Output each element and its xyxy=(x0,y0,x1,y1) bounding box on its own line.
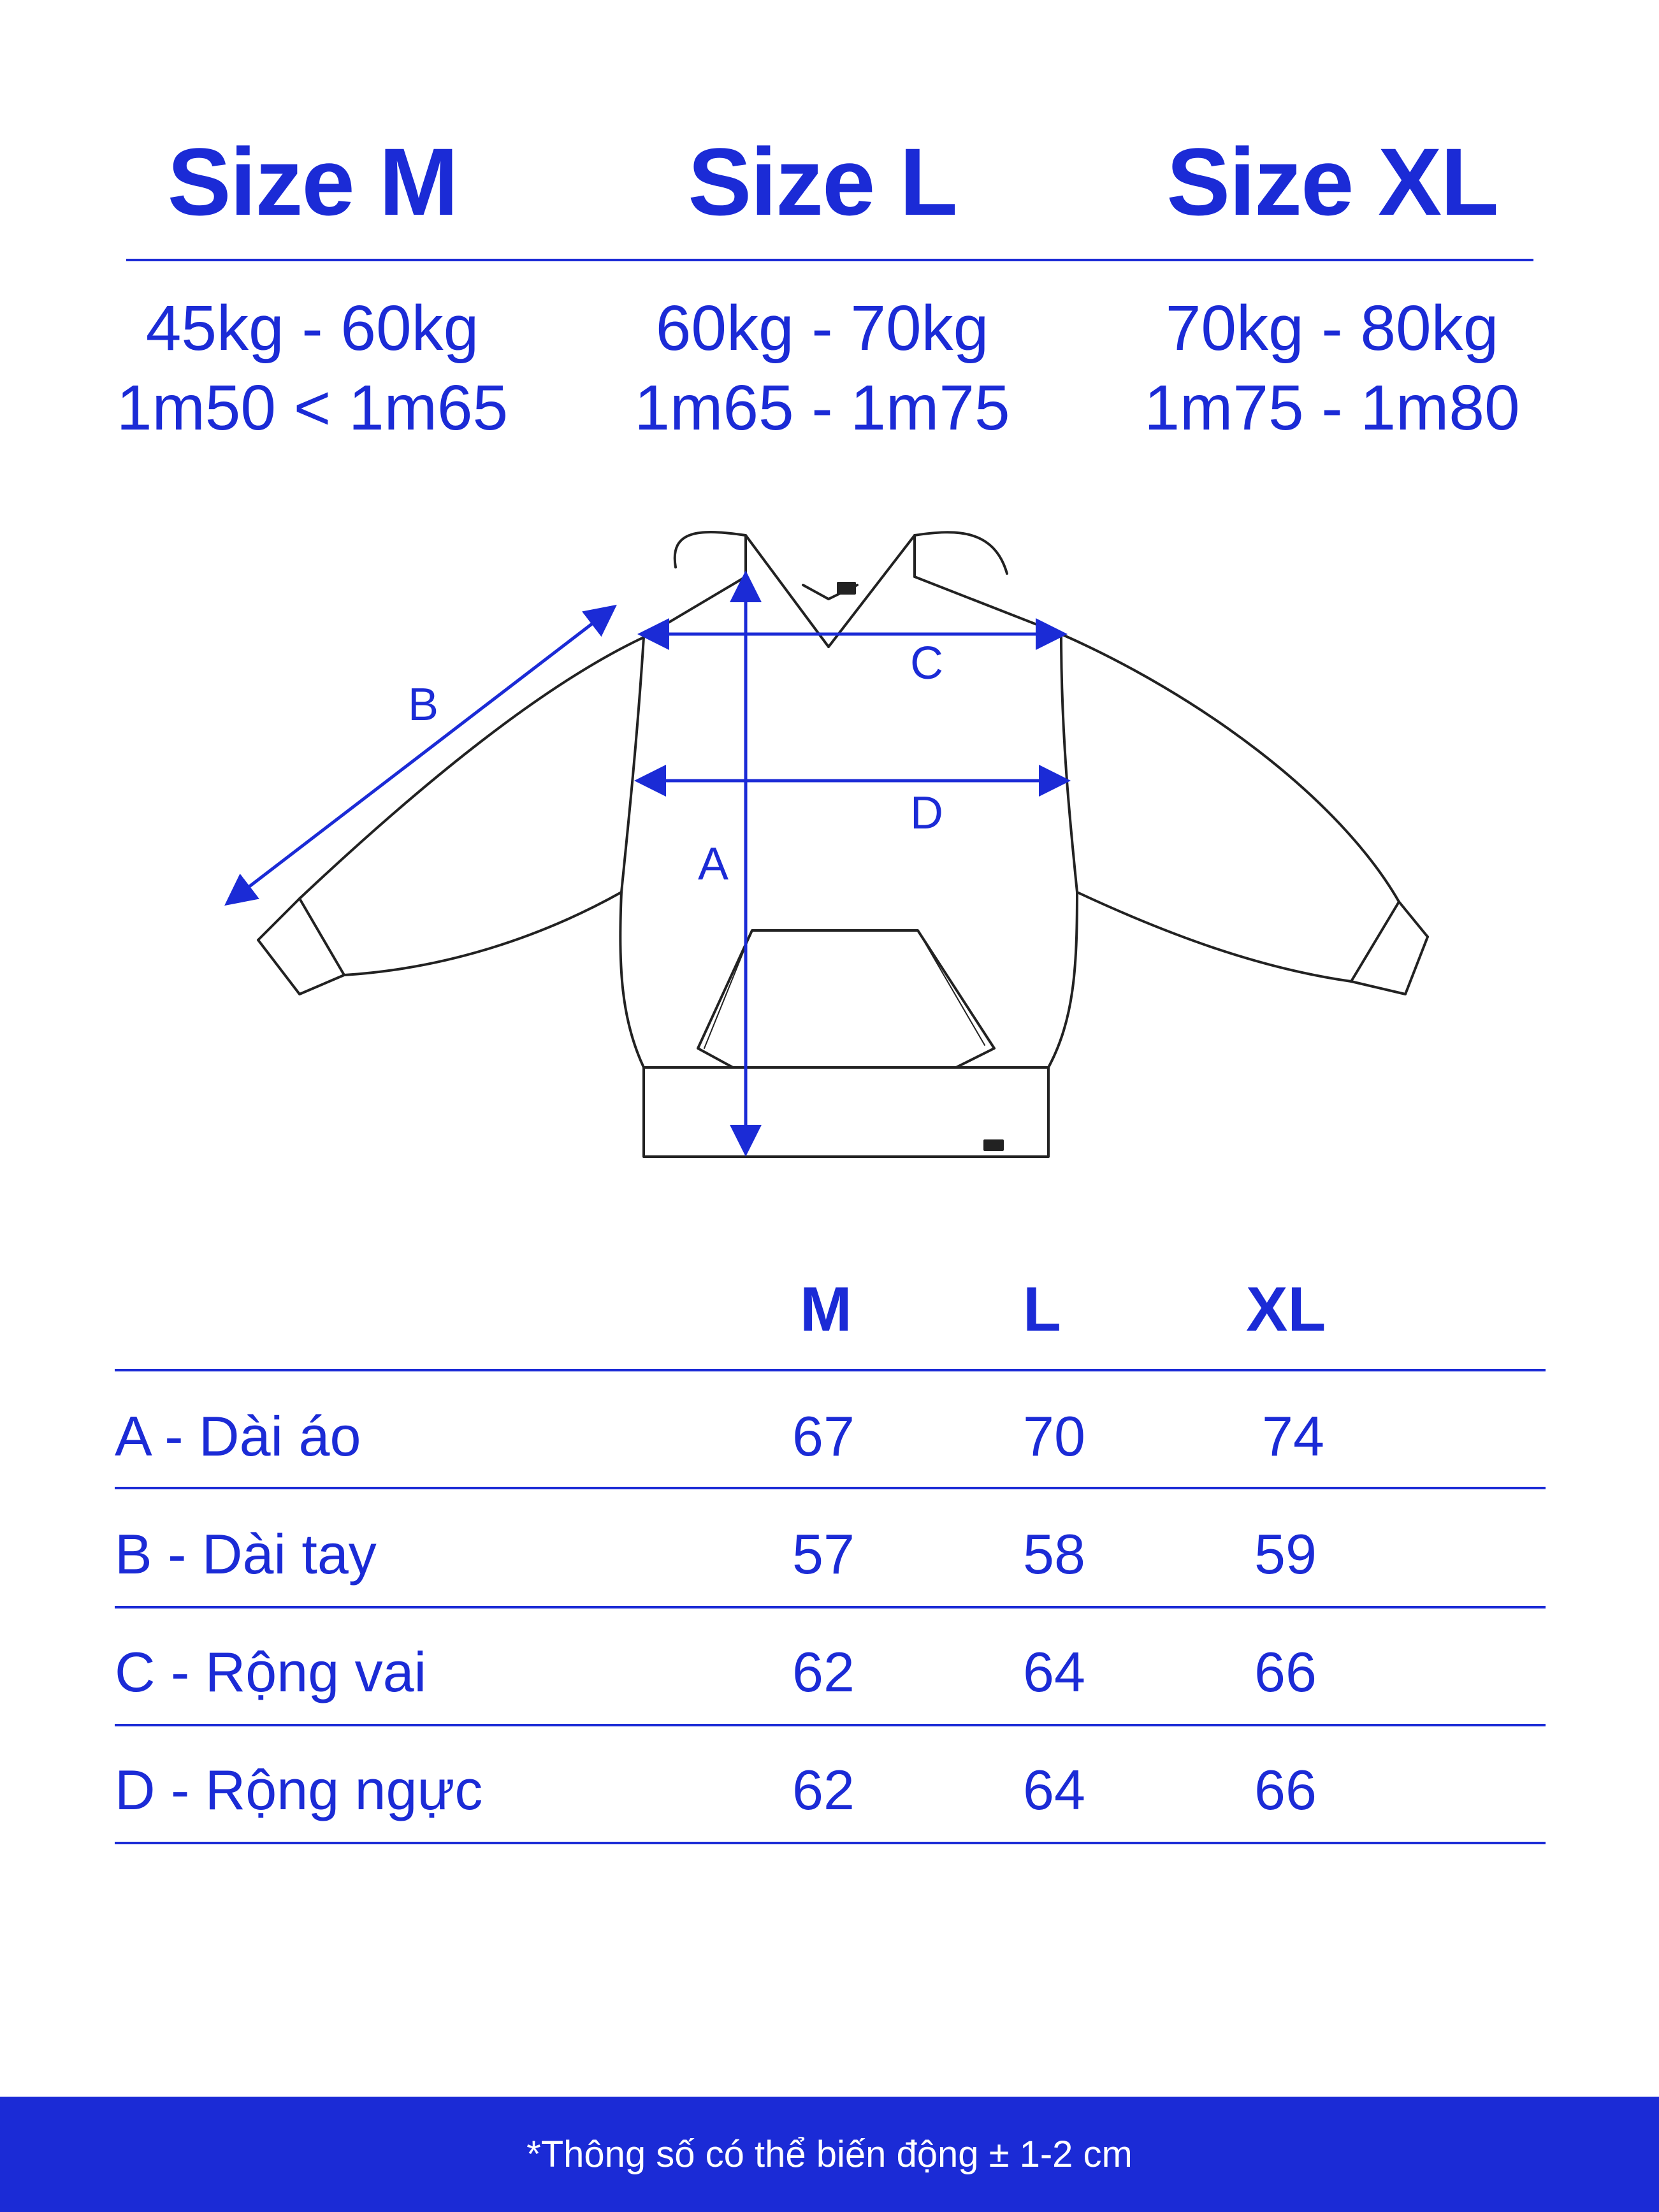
arrow-b-sleeve xyxy=(229,609,612,902)
table-rule xyxy=(115,1724,1546,1726)
cell-b-xl: 59 xyxy=(1254,1522,1317,1586)
row-label-d: D - Rộng ngực xyxy=(115,1758,483,1821)
label-b: B xyxy=(408,679,439,730)
column-header-l: L xyxy=(1023,1274,1061,1344)
row-label-b: B - Dài tay xyxy=(115,1522,377,1586)
table-rule xyxy=(115,1487,1546,1489)
size-xl-height: 1m75 - 1m80 xyxy=(1144,372,1520,444)
cell-c-m: 62 xyxy=(792,1640,855,1703)
cell-c-xl: 66 xyxy=(1254,1640,1317,1703)
column-header-m: M xyxy=(800,1274,852,1344)
cell-d-l: 64 xyxy=(1023,1758,1085,1821)
cell-d-m: 62 xyxy=(792,1758,855,1821)
header-divider xyxy=(126,259,1533,261)
cell-b-m: 57 xyxy=(792,1522,855,1586)
size-l-heading: Size L xyxy=(688,128,957,235)
cell-a-m: 67 xyxy=(792,1405,855,1468)
label-c: C xyxy=(910,638,943,689)
size-l-height: 1m65 - 1m75 xyxy=(634,372,1010,444)
size-m-weight: 45kg - 60kg xyxy=(145,293,479,364)
column-header-xl: XL xyxy=(1246,1274,1326,1344)
hoodie-measurement-diagram xyxy=(159,491,1498,1198)
table-rule xyxy=(115,1606,1546,1608)
table-rule-top xyxy=(115,1369,1546,1371)
cell-d-xl: 66 xyxy=(1254,1758,1317,1821)
size-l-weight: 60kg - 70kg xyxy=(655,293,989,364)
size-xl-heading: Size XL xyxy=(1166,128,1498,235)
cell-c-l: 64 xyxy=(1023,1640,1085,1703)
footer-bar xyxy=(0,2097,1659,2212)
table-rule-bottom xyxy=(115,1842,1546,1844)
footer-note: *Thông số có thể biến động ± 1-2 cm xyxy=(526,2134,1133,2175)
size-m-heading: Size M xyxy=(167,128,458,235)
cell-a-l: 70 xyxy=(1023,1405,1085,1468)
size-m-height: 1m50 < 1m65 xyxy=(116,372,509,444)
row-label-a: A - Dài áo xyxy=(115,1405,361,1468)
cell-b-l: 58 xyxy=(1023,1522,1085,1586)
size-xl-weight: 70kg - 80kg xyxy=(1165,293,1499,364)
label-a: A xyxy=(698,839,729,890)
hoodie-outline xyxy=(258,532,1428,1157)
cell-a-xl: 74 xyxy=(1262,1405,1324,1468)
label-d: D xyxy=(910,788,943,839)
row-label-c: C - Rộng vai xyxy=(115,1640,427,1703)
